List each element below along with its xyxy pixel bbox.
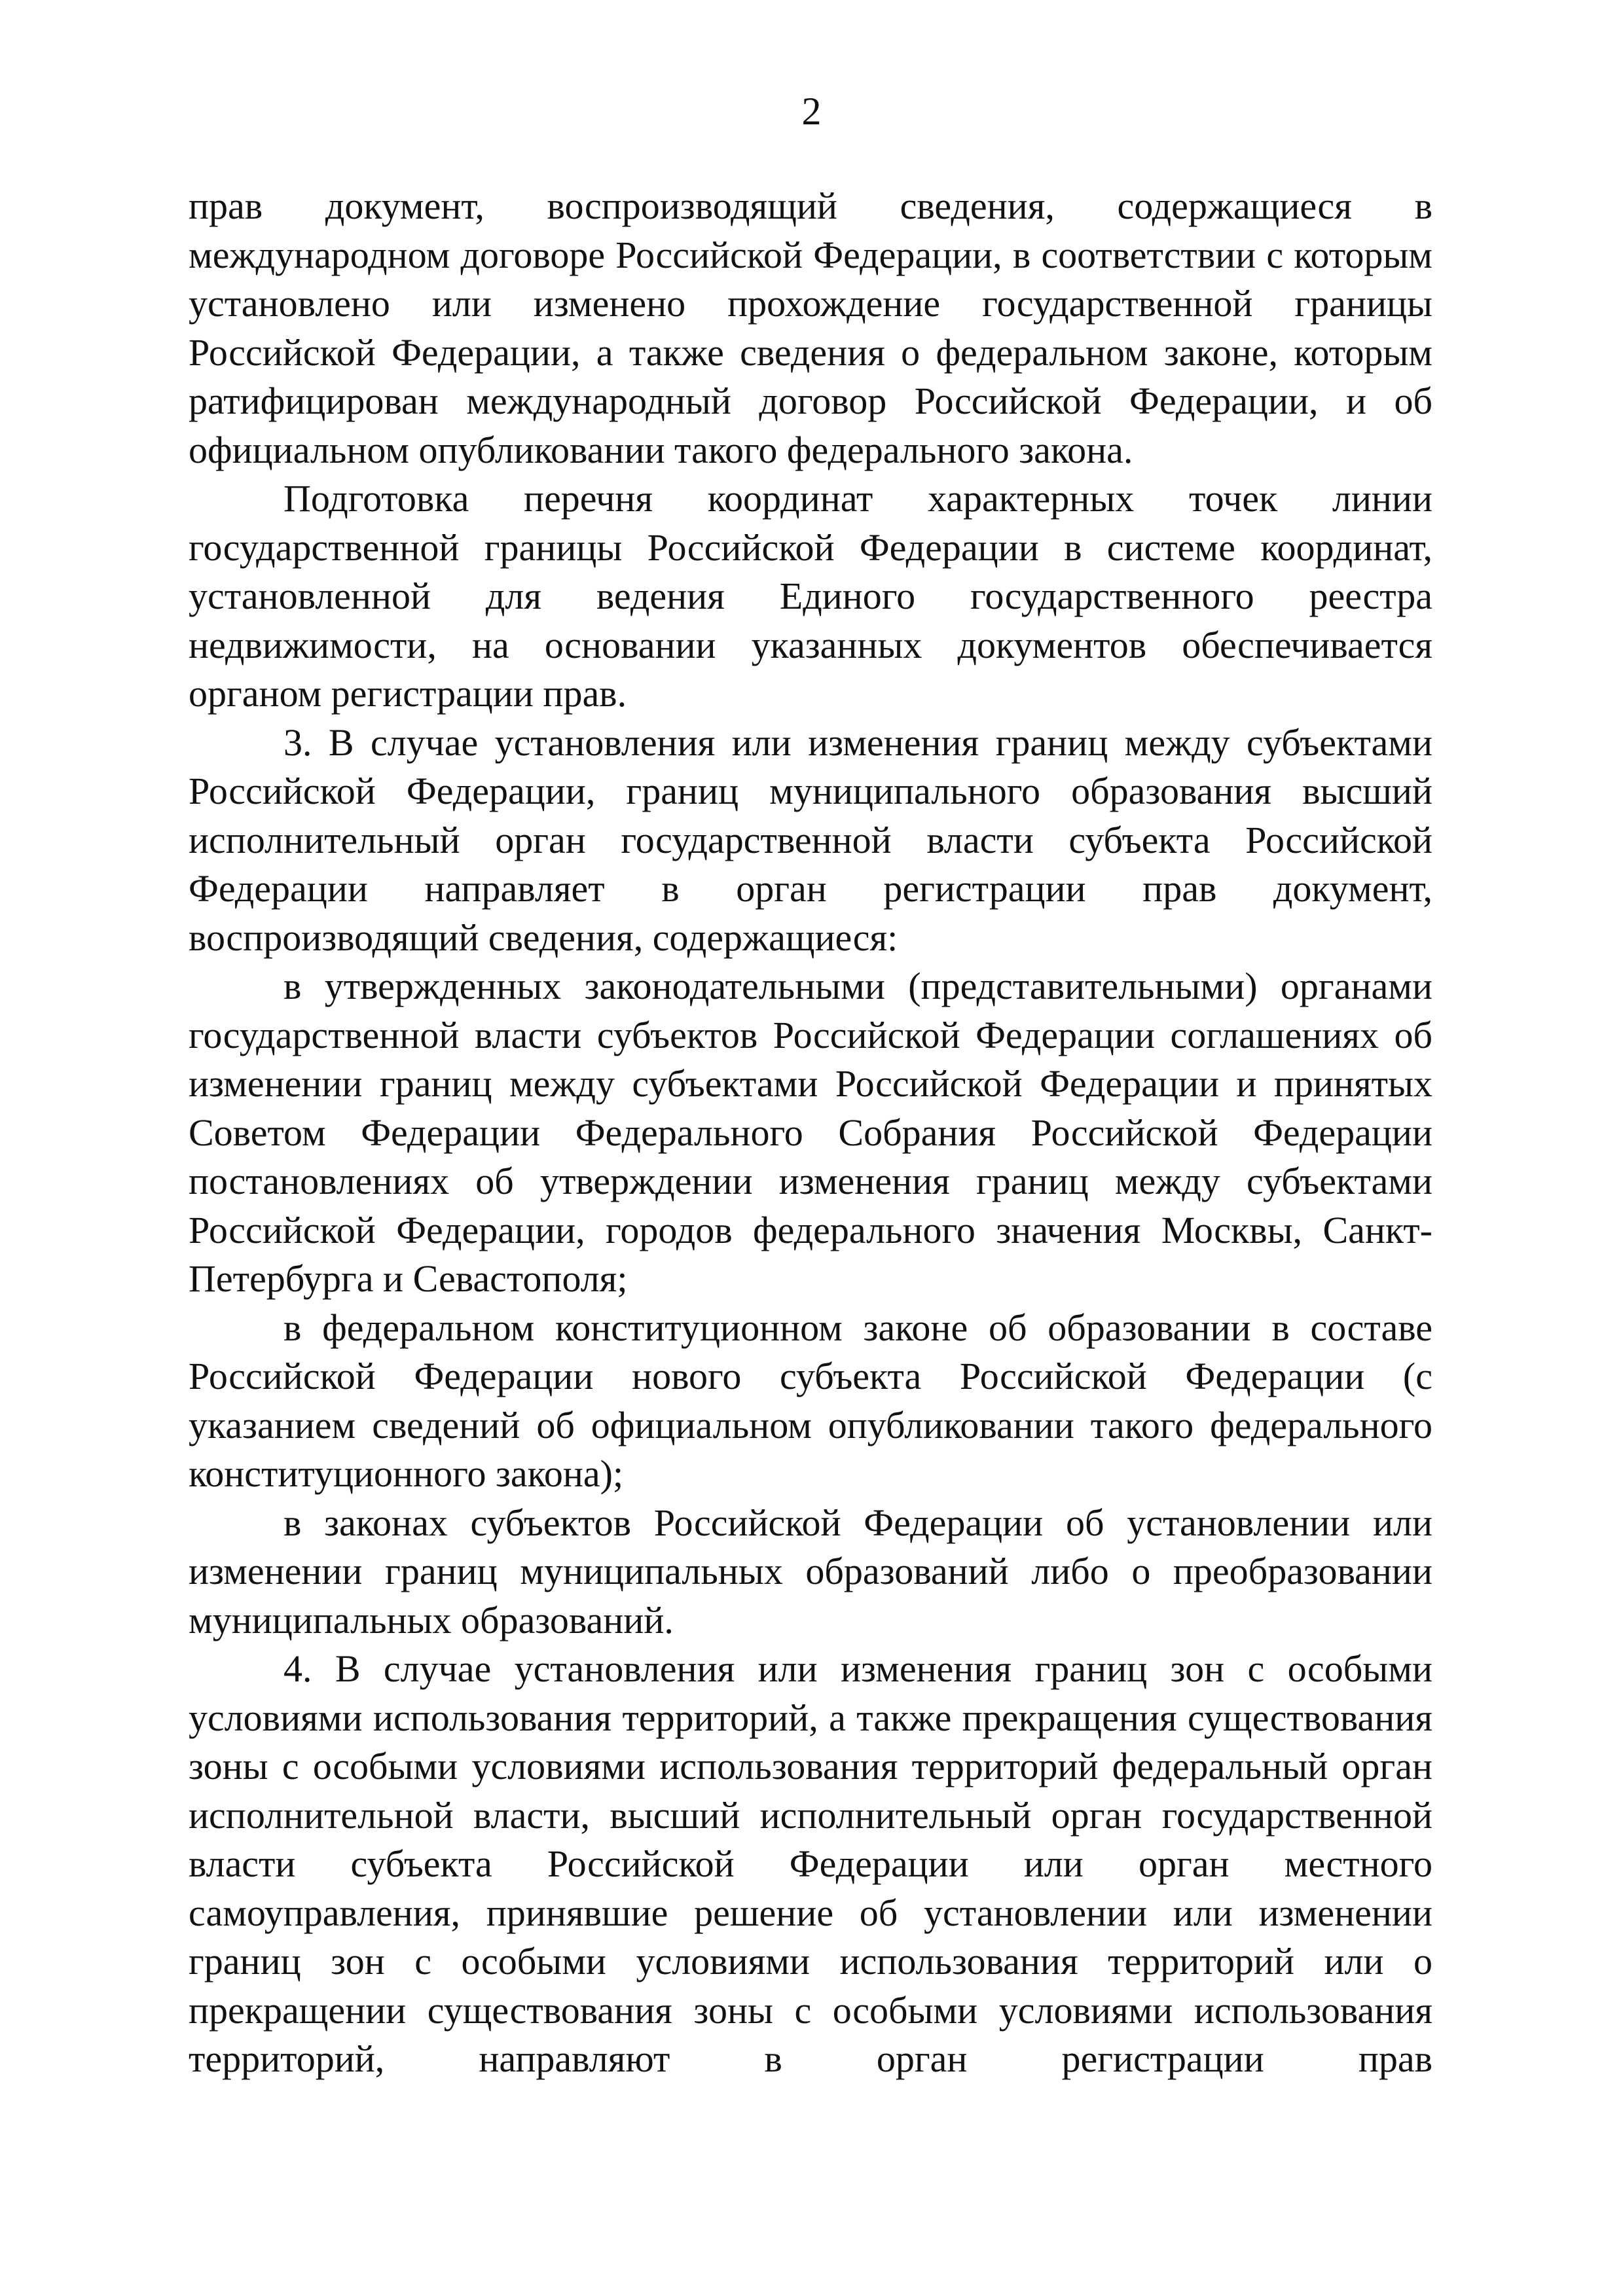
document-body <box>189 182 1432 2084</box>
paragraph-continued: прав документ, воспроизводящий сведения, содержащиеся в международном договоре Российской Федерации, в соответствии с которым установлено или изменено прохождение государственной границы Российской Федерации, а также сведения о федеральном законе, которым ратифицирован международный договор Российской Федерации, и об официальном опубликовании такого федерального закона. <box>189 185 1432 471</box>
paragraph-item-3-constitutional-law: в федеральном конституционном законе об образовании в составе Российской Федерации нового субъекта Российской Федерации (с указанием сведений об официальном опубликовании такого федерального конституционного закона); <box>189 1306 1432 1495</box>
paragraph-item-3-regional-laws: в законах субъектов Российской Федерации об установлении или изменении границ муниципальных образований либо о преобразовании муниципальных образований. <box>189 1501 1432 1641</box>
paragraph-item-3-agreements: в утвержденных законодательными (представительными) органами государственной власти субъектов Российской Федерации соглашениях об изменении границ между субъектами Российской Федерации и принятых Советом Федерации Федерального Собрания Российской Федерации постановлениях об утверждении изменения границ между субъектами Российской Федерации, городов федерального значения Москвы, Санкт-Петербурга и Севастополя; <box>189 965 1432 1300</box>
paragraph-item-4: 4. В случае установления или изменения границ зон с особыми условиями использования территорий, а также прекращения существования зоны с особыми условиями использования территорий федеральный орган исполнительной власти, высший исполнительный орган государственной власти субъекта Российской Федерации или орган местного самоуправления, принявшие решение об установлении или изменении границ зон с особыми условиями использования территорий или о прекращении существования зоны с особыми условиями использования территорий, направляют в орган регистрации прав <box>189 1647 1432 2080</box>
paragraph-coordinates-preparation: Подготовка перечня координат характерных точек линии государственной границы Российской Федерации в системе координат, установленной для ведения Единого государственного реестра недвижимости, на основании указанных документов обеспечивается органом регистрации прав. <box>189 477 1432 715</box>
paragraph-item-3: 3. В случае установления или изменения границ между субъектами Российской Федерации, границ муниципального образования высший исполнительный орган государственной власти субъекта Российской Федерации направляет в орган регистрации прав документ, воспроизводящий сведения, содержащиеся: <box>189 721 1432 959</box>
page-number: 2 <box>801 90 822 133</box>
